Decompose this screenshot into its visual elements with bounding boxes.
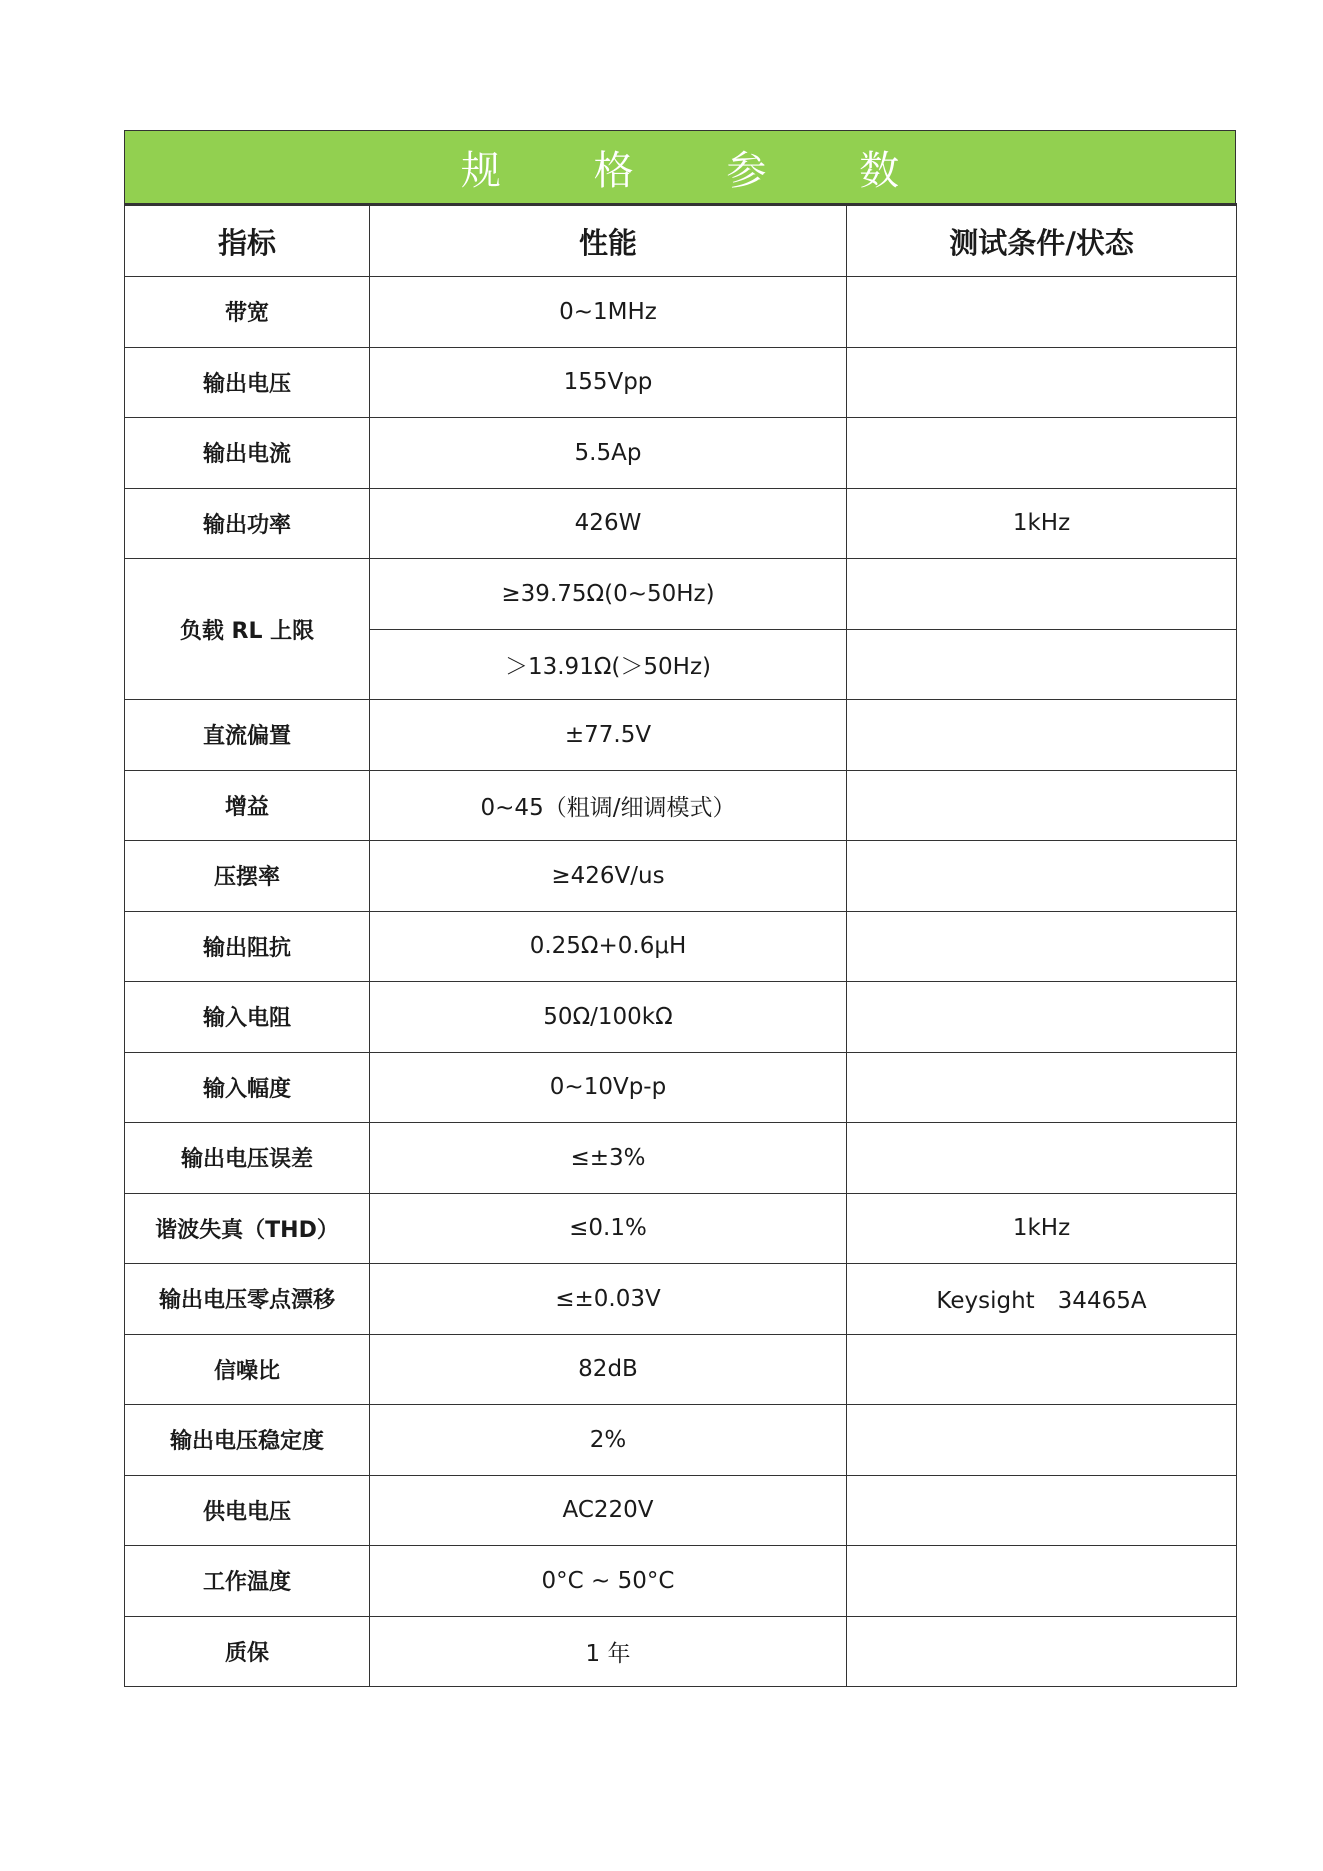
table-row <box>125 1546 1237 1617</box>
row-label: 增益 <box>125 770 370 841</box>
row-label: 直流偏置 <box>125 700 370 771</box>
row-value: 426W <box>370 488 847 559</box>
table-row <box>125 1334 1237 1405</box>
table-row <box>125 770 1237 841</box>
table-row <box>125 982 1237 1053</box>
table-row <box>125 277 1237 348</box>
row-label: 输出电压 <box>125 347 370 418</box>
row-condition <box>847 1123 1237 1194</box>
spec-document <box>124 130 1236 1687</box>
table-row <box>125 1405 1237 1476</box>
row-value: AC220V <box>370 1475 847 1546</box>
row-label: 压摆率 <box>125 841 370 912</box>
row-condition: 1kHz <box>847 1193 1237 1264</box>
row-condition <box>847 277 1237 348</box>
table-row <box>125 911 1237 982</box>
row-label: 输出电压误差 <box>125 1123 370 1194</box>
row-condition <box>847 841 1237 912</box>
row-condition <box>847 770 1237 841</box>
row-condition-secondary <box>847 629 1237 700</box>
table-row <box>125 1193 1237 1264</box>
table-row <box>125 1616 1237 1687</box>
page-title: 规 格 参 数 <box>460 147 940 194</box>
row-condition <box>847 1546 1237 1617</box>
row-value: 0~1MHz <box>370 277 847 348</box>
row-value: 0.25Ω+0.6μH <box>370 911 847 982</box>
table-row <box>125 1123 1237 1194</box>
row-value: 50Ω/100kΩ <box>370 982 847 1053</box>
row-label: 输出电压零点漂移 <box>125 1264 370 1335</box>
row-condition: 1kHz <box>847 488 1237 559</box>
row-label: 供电电压 <box>125 1475 370 1546</box>
row-value: ≤0.1% <box>370 1193 847 1264</box>
table-row <box>125 1052 1237 1123</box>
row-label: 信噪比 <box>125 1334 370 1405</box>
row-label: 质保 <box>125 1616 370 1687</box>
row-value: ≥426V/us <box>370 841 847 912</box>
row-label: 输入电阻 <box>125 982 370 1053</box>
row-condition <box>847 1616 1237 1687</box>
row-condition <box>847 559 1237 630</box>
row-condition <box>847 347 1237 418</box>
row-value: 82dB <box>370 1334 847 1405</box>
row-value: 1 年 <box>370 1616 847 1687</box>
row-value: 0~45（粗调/细调模式） <box>370 770 847 841</box>
row-label: 输出电流 <box>125 418 370 489</box>
row-label: 输出功率 <box>125 488 370 559</box>
row-value: 0°C ~ 50°C <box>370 1546 847 1617</box>
row-value-secondary: ＞13.91Ω(＞50Hz) <box>370 629 847 700</box>
table-row <box>125 418 1237 489</box>
table-row <box>125 1264 1237 1335</box>
row-condition <box>847 1334 1237 1405</box>
row-value: ≥39.75Ω(0~50Hz) <box>370 559 847 630</box>
title-bar <box>124 130 1236 203</box>
row-value: 5.5Ap <box>370 418 847 489</box>
table-row <box>125 1475 1237 1546</box>
table-row <box>125 559 1237 630</box>
row-condition <box>847 982 1237 1053</box>
row-value: 155Vpp <box>370 347 847 418</box>
table-row <box>125 841 1237 912</box>
row-condition <box>847 700 1237 771</box>
row-condition <box>847 1475 1237 1546</box>
spec-table <box>124 203 1237 1687</box>
row-label: 负载 RL 上限 <box>125 559 370 700</box>
header-indicator: 指标 <box>125 205 370 277</box>
row-condition <box>847 418 1237 489</box>
row-condition <box>847 1405 1237 1476</box>
row-condition: Keysight 34465A <box>847 1264 1237 1335</box>
row-label: 输出电压稳定度 <box>125 1405 370 1476</box>
header-performance: 性能 <box>370 205 847 277</box>
row-condition <box>847 911 1237 982</box>
row-value: 2% <box>370 1405 847 1476</box>
row-value: 0~10Vp-p <box>370 1052 847 1123</box>
table-row <box>125 488 1237 559</box>
row-value: ≤±0.03V <box>370 1264 847 1335</box>
table-row <box>125 700 1237 771</box>
row-label: 带宽 <box>125 277 370 348</box>
row-value: ≤±3% <box>370 1123 847 1194</box>
row-label: 输入幅度 <box>125 1052 370 1123</box>
header-test-condition: 测试条件/状态 <box>847 205 1237 277</box>
table-header-row <box>125 205 1237 277</box>
row-label: 谐波失真（THD） <box>125 1193 370 1264</box>
row-label: 输出阻抗 <box>125 911 370 982</box>
row-condition <box>847 1052 1237 1123</box>
row-value: ±77.5V <box>370 700 847 771</box>
row-label: 工作温度 <box>125 1546 370 1617</box>
table-row <box>125 347 1237 418</box>
